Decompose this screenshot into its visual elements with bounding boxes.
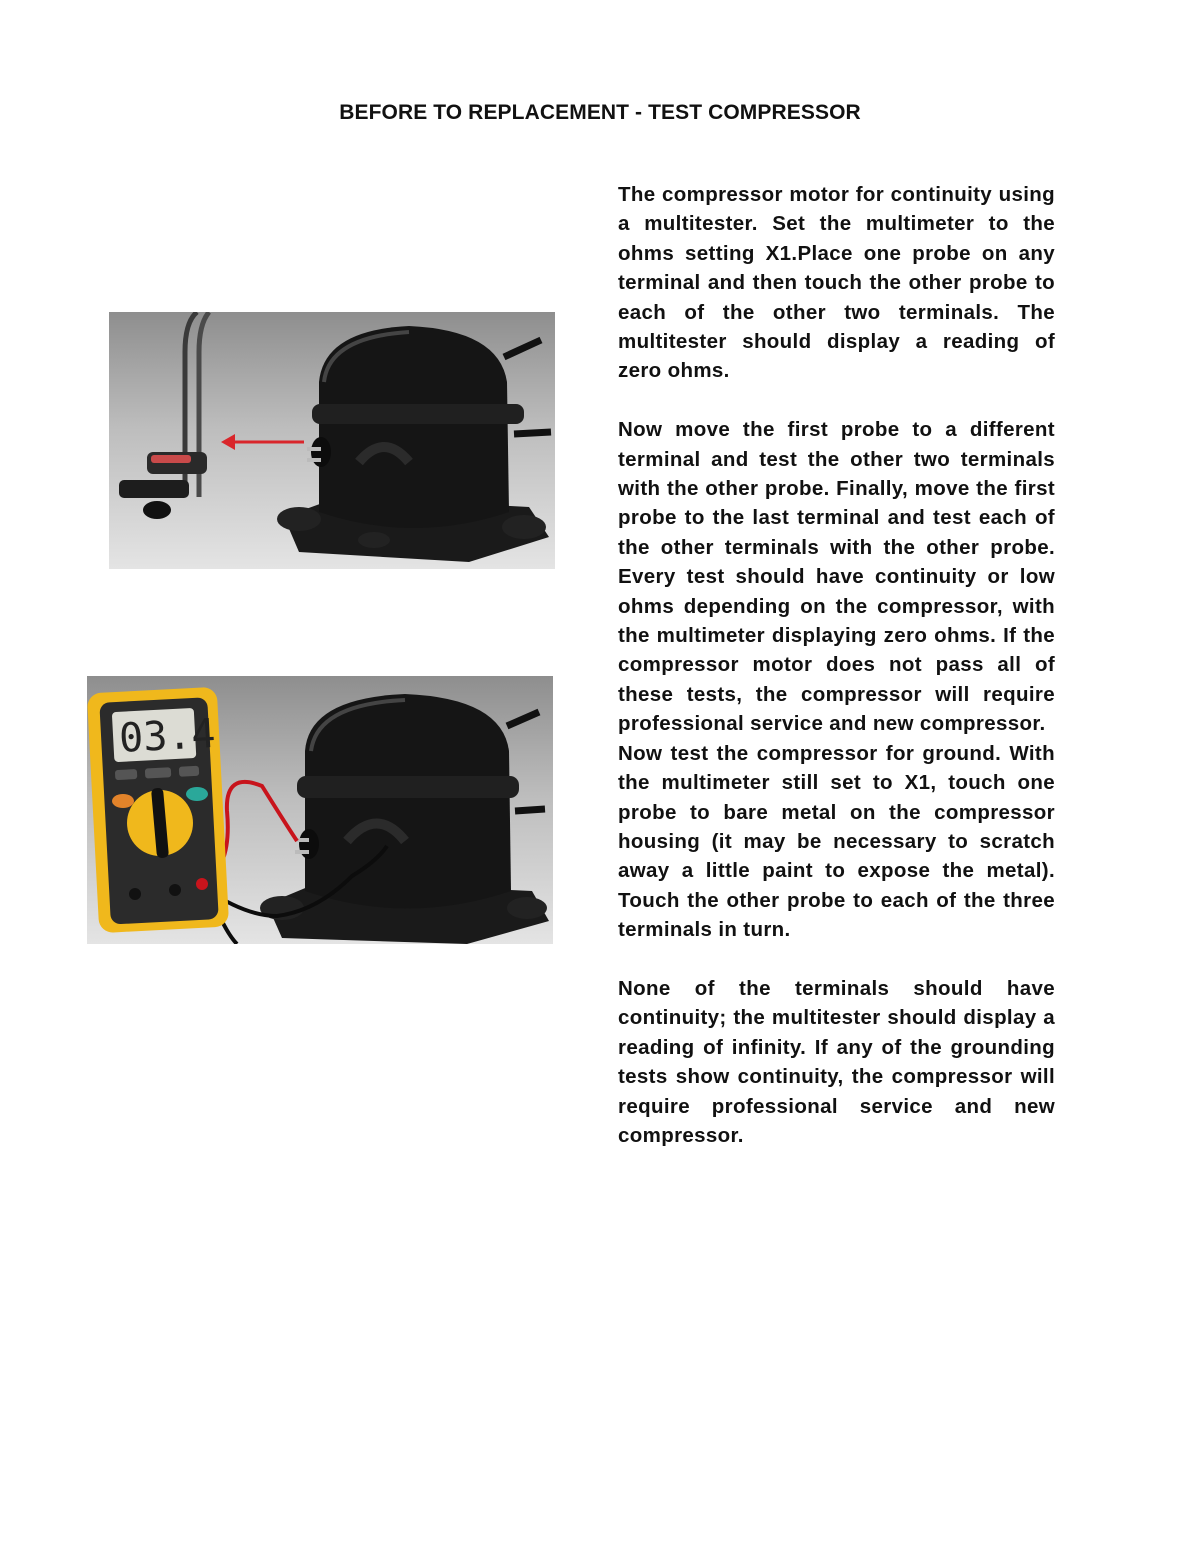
multimeter-test-illustration [87,676,553,944]
compressor-relay-photo [109,312,555,569]
instructions-text [618,180,1055,1150]
paragraph-continuity-steps: Now move the first probe to a different terminal and test the other two terminals with the other probe. Finally, move the first probe to the last terminal and test each of the other terminals with the other probe. Every test should have continuity or low ohms depending on the compressor, with the multimeter displaying zero ohms. If the compressor motor does not pass all of these tests, the compressor will require professional service and new compressor. [618,418,1055,736]
page-title: BEFORE TO REPLACEMENT - TEST COMPRESSOR [339,101,861,124]
multimeter-test-photo [87,676,553,944]
paragraph-ground-test: Now test the compressor for ground. With the multimeter still set to X1, touch one probe to bare metal on the compressor housing (it may be necessary to scratch away a little paint to expose the metal). Touch the other probe to each of the three terminals in turn. [618,741,1055,942]
paragraph-continuity-intro: The compressor motor for continuity using a multitester. Set the multimeter to the ohms setting X1.Place one probe on any terminal and then touch the other probe to each of the other two terminals. The multitester should display a reading of zero ohms. [618,183,1055,383]
compressor-relay-illustration [109,312,555,569]
multimeter-reading: 03.4 [118,710,217,762]
paragraph-ground-result: None of the terminals should have continuity; the multitester should display a reading of infinity. If any of the grounding tests show continuity, the compressor will require professional service and new compressor. [618,976,1055,1147]
